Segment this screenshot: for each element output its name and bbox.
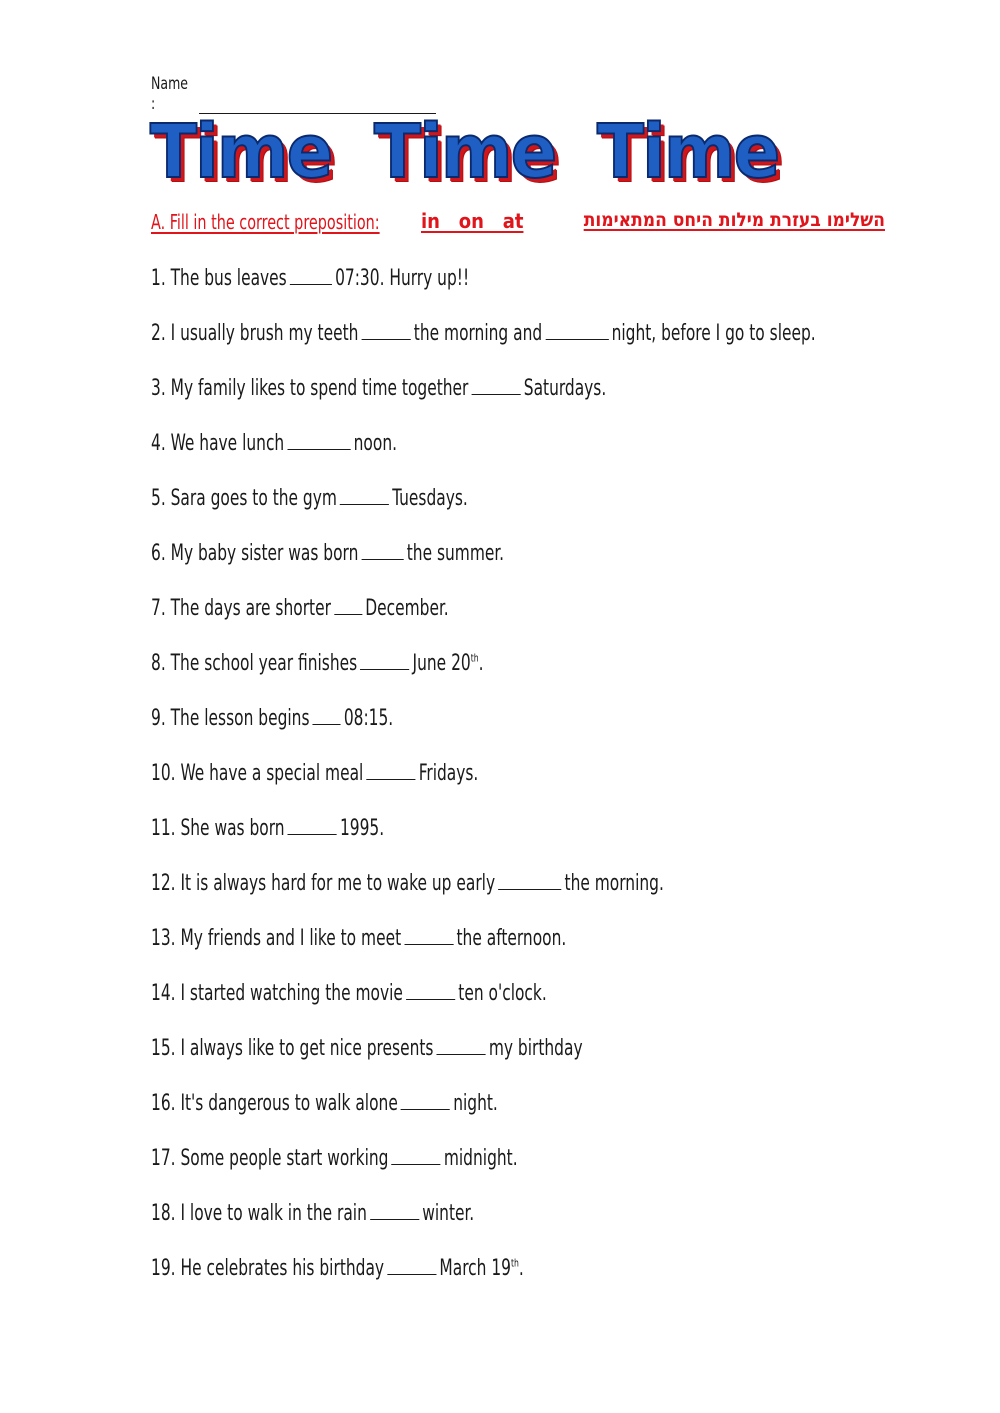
question-text bbox=[151, 427, 397, 459]
question-item bbox=[151, 262, 931, 317]
question-number: 17. bbox=[151, 1146, 176, 1171]
answer-blank[interactable] bbox=[290, 262, 332, 285]
question-item bbox=[151, 1032, 931, 1087]
question-text bbox=[151, 592, 449, 624]
question-number: 4. bbox=[151, 431, 166, 456]
question-text-before: Sara goes to the gym bbox=[170, 486, 337, 511]
question-text-after: my birthday bbox=[488, 1036, 583, 1061]
question-text-after: Saturdays. bbox=[523, 376, 607, 401]
question-item bbox=[151, 1142, 931, 1197]
question-item bbox=[151, 592, 931, 647]
question-text-after: 08:15. bbox=[343, 706, 394, 731]
question-number: 18. bbox=[151, 1201, 176, 1226]
question-text-after: the morning and bbox=[413, 321, 543, 346]
title-word-1: Time bbox=[150, 109, 332, 195]
title-word-3: Time bbox=[597, 109, 779, 195]
ordinal-suffix: th bbox=[510, 1256, 519, 1270]
question-text-before: The lesson begins bbox=[170, 706, 310, 731]
question-text bbox=[151, 1032, 583, 1064]
question-text-after: December. bbox=[365, 596, 449, 621]
question-text-before: I started watching the movie bbox=[180, 981, 403, 1006]
question-number: 15. bbox=[151, 1036, 176, 1061]
question-text-after-2: night, before I go to sleep. bbox=[611, 321, 816, 346]
question-text-before: The bus leaves bbox=[170, 266, 287, 291]
question-item bbox=[151, 922, 931, 977]
question-text bbox=[151, 647, 484, 679]
question-number: 16. bbox=[151, 1091, 176, 1116]
question-item bbox=[151, 372, 931, 427]
question-number: 6. bbox=[151, 541, 166, 566]
question-item bbox=[151, 482, 931, 537]
question-item bbox=[151, 427, 931, 482]
answer-blank[interactable] bbox=[392, 1142, 441, 1165]
question-text-before: I usually brush my teeth bbox=[170, 321, 359, 346]
question-text bbox=[151, 482, 468, 514]
question-text bbox=[151, 867, 664, 899]
question-text bbox=[151, 702, 393, 734]
question-text bbox=[151, 1197, 474, 1229]
question-text bbox=[151, 1142, 518, 1174]
question-text bbox=[151, 537, 504, 569]
answer-blank[interactable] bbox=[437, 1032, 486, 1055]
question-text-after: June 20 bbox=[412, 651, 471, 676]
answer-blank[interactable] bbox=[334, 592, 362, 615]
answer-blank[interactable] bbox=[313, 702, 341, 725]
answer-blank[interactable] bbox=[362, 537, 404, 560]
question-text-before: It is always hard for me to wake up early bbox=[180, 871, 496, 896]
question-text bbox=[151, 262, 469, 294]
question-text bbox=[151, 922, 566, 954]
question-text-before: The school year finishes bbox=[170, 651, 358, 676]
question-text-before: I love to walk in the rain bbox=[180, 1201, 367, 1226]
question-text-after: 1995. bbox=[339, 816, 385, 841]
answer-blank[interactable] bbox=[404, 922, 453, 945]
question-number: 10. bbox=[151, 761, 176, 786]
question-text-before: My friends and I like to meet bbox=[180, 926, 402, 951]
question-text-after: Tuesdays. bbox=[392, 486, 468, 511]
instruction-hebrew: השלימו בעזרת מילות היחס המתאימות bbox=[583, 209, 885, 231]
question-item bbox=[151, 757, 931, 812]
question-item bbox=[151, 1087, 931, 1142]
question-text-before: He celebrates his birthday bbox=[180, 1256, 385, 1281]
question-number: 14. bbox=[151, 981, 176, 1006]
question-text-after: the summer. bbox=[406, 541, 505, 566]
question-text-after: the afternoon. bbox=[456, 926, 567, 951]
question-end-punct: . bbox=[518, 1256, 524, 1281]
question-number: 2. bbox=[151, 321, 166, 346]
question-text-after: the morning. bbox=[564, 871, 664, 896]
question-number: 11. bbox=[151, 816, 176, 841]
question-text bbox=[151, 1087, 498, 1119]
question-item bbox=[151, 812, 931, 867]
question-text bbox=[151, 317, 816, 349]
question-number: 7. bbox=[151, 596, 166, 621]
question-text-after: Fridays. bbox=[418, 761, 479, 786]
question-text-before: Some people start working bbox=[180, 1146, 389, 1171]
question-number: 9. bbox=[151, 706, 166, 731]
name-label: Name : bbox=[151, 74, 189, 114]
answer-blank[interactable] bbox=[498, 867, 561, 890]
answer-blank[interactable] bbox=[387, 1252, 436, 1275]
question-number: 1. bbox=[151, 266, 166, 291]
answer-blank[interactable] bbox=[401, 1087, 450, 1110]
answer-blank[interactable] bbox=[360, 647, 409, 670]
answer-blank[interactable] bbox=[287, 427, 350, 450]
answer-blank[interactable] bbox=[362, 317, 411, 340]
question-end-punct: . bbox=[478, 651, 484, 676]
question-text-before: My family likes to spend time together bbox=[170, 376, 469, 401]
question-item bbox=[151, 647, 931, 702]
question-text-after: midnight. bbox=[443, 1146, 518, 1171]
question-list bbox=[151, 262, 931, 1307]
answer-blank[interactable] bbox=[340, 482, 389, 505]
question-number: 3. bbox=[151, 376, 166, 401]
answer-blank[interactable] bbox=[545, 317, 608, 340]
answer-blank[interactable] bbox=[288, 812, 337, 835]
question-text-after: winter. bbox=[422, 1201, 475, 1226]
name-field-row bbox=[151, 74, 436, 114]
instruction-line bbox=[151, 208, 891, 238]
question-text-before: I always like to get nice presents bbox=[180, 1036, 434, 1061]
question-text bbox=[151, 372, 606, 404]
question-text-before: We have lunch bbox=[170, 431, 285, 456]
title-word-2: Time bbox=[374, 109, 556, 195]
question-text-before: We have a special meal bbox=[180, 761, 364, 786]
question-text-before: She was born bbox=[180, 816, 285, 841]
answer-blank[interactable] bbox=[366, 757, 415, 780]
question-text-after: ten o'clock. bbox=[458, 981, 547, 1006]
question-item bbox=[151, 1252, 931, 1307]
ordinal-suffix: th bbox=[470, 651, 479, 665]
question-text bbox=[151, 757, 478, 789]
question-text bbox=[151, 812, 384, 844]
question-number: 13. bbox=[151, 926, 176, 951]
instruction-english: A. Fill in the correct preposition: bbox=[151, 210, 380, 234]
question-item bbox=[151, 1197, 931, 1252]
answer-blank[interactable] bbox=[370, 1197, 419, 1220]
question-item bbox=[151, 867, 931, 922]
answer-blank[interactable] bbox=[472, 372, 521, 395]
question-text-before: My baby sister was born bbox=[170, 541, 359, 566]
question-number: 8. bbox=[151, 651, 166, 676]
question-item bbox=[151, 317, 931, 372]
answer-blank[interactable] bbox=[406, 977, 455, 1000]
question-text-after: March 19 bbox=[439, 1256, 511, 1281]
question-text-after: night. bbox=[453, 1091, 498, 1116]
question-text-after: 07:30. Hurry up!! bbox=[335, 266, 470, 291]
question-text bbox=[151, 977, 547, 1009]
question-item bbox=[151, 702, 931, 757]
question-text-after: noon. bbox=[353, 431, 398, 456]
question-number: 12. bbox=[151, 871, 176, 896]
preposition-options: in on at bbox=[421, 209, 524, 233]
question-number: 5. bbox=[151, 486, 166, 511]
question-item bbox=[151, 977, 931, 1032]
question-number: 19. bbox=[151, 1256, 176, 1281]
question-text-before: It's dangerous to walk alone bbox=[180, 1091, 398, 1116]
question-text bbox=[151, 1252, 524, 1284]
question-text-before: The days are shorter bbox=[170, 596, 331, 621]
question-item bbox=[151, 537, 931, 592]
